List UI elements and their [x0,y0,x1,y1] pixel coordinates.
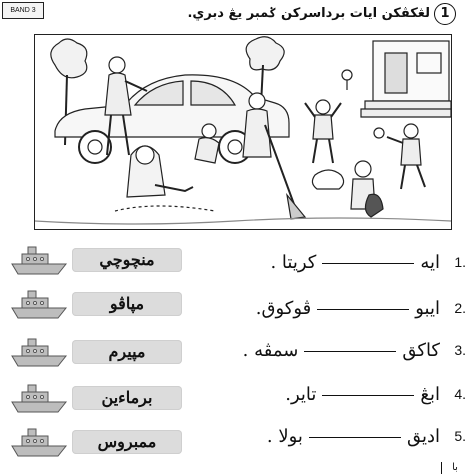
word-option[interactable]: برماءين [72,386,182,410]
cat-illustration [312,170,343,189]
sentence-number: 3. [454,342,466,358]
house-illustration [361,41,451,117]
word-bank-row [8,286,180,322]
answer-blank[interactable] [309,437,401,438]
boy-with-ball-figure [374,124,425,189]
sentence-number: 4. [454,386,466,402]
sentence-subject: ابڠ [420,384,440,405]
answer-blank[interactable] [322,395,414,396]
band-label: BAND 3 [2,2,44,19]
sentence-object: بولا . [266,426,303,447]
sentence-number: 2. [454,300,466,316]
ship-icon [8,334,70,370]
word-option[interactable]: منچوچي [72,248,182,272]
sentence-number: 1. [454,254,466,270]
ship-icon [8,286,70,322]
answer-blank[interactable] [322,263,414,264]
sentence-object: تاير. [285,384,317,405]
sentence-object: کريتا . [270,252,317,273]
sentence-text [267,426,440,447]
ship-icon [8,424,70,460]
boy-with-bag-figure [351,161,383,217]
word-option[interactable]: مڽاڤو [72,292,182,316]
ship-icon [8,242,70,278]
sentence-row [196,384,466,412]
sentence-subject: ايه [420,252,440,273]
sentence-text [256,298,440,319]
word-bank-row [8,334,180,370]
scene-illustration [34,34,452,230]
word-option[interactable]: مڽيرم [72,340,182,364]
answer-blank[interactable] [304,351,396,352]
sentence-subject: ايبو [415,298,440,319]
ship-icon [8,380,70,416]
word-bank-row [8,380,180,416]
sentence-text [270,252,440,273]
sentence-row [196,340,466,368]
footer-mark: با [441,462,468,474]
answer-blank[interactable] [317,309,409,310]
sentence-subject: کاکق [402,340,440,361]
sentence-row [196,426,466,454]
sentence-text [243,340,440,361]
word-option[interactable]: ممبروس [72,430,182,454]
question-number: 1 [434,3,456,25]
word-bank-row [8,424,180,460]
sentence-row [196,298,466,326]
sentence-text [285,384,440,405]
sentence-subject: اديق [406,426,440,447]
sentence-row [196,252,466,280]
sentence-object: سمڤه . [242,340,299,361]
sentence-object: ڤوکوق. [255,298,312,319]
instruction-text: لڠكڤكن ايات برداسركن ݢمبر يڠ دبري. [187,6,430,21]
word-bank-row [8,242,180,278]
sentence-number: 5. [454,428,466,444]
boy-waving-figure [305,100,341,163]
